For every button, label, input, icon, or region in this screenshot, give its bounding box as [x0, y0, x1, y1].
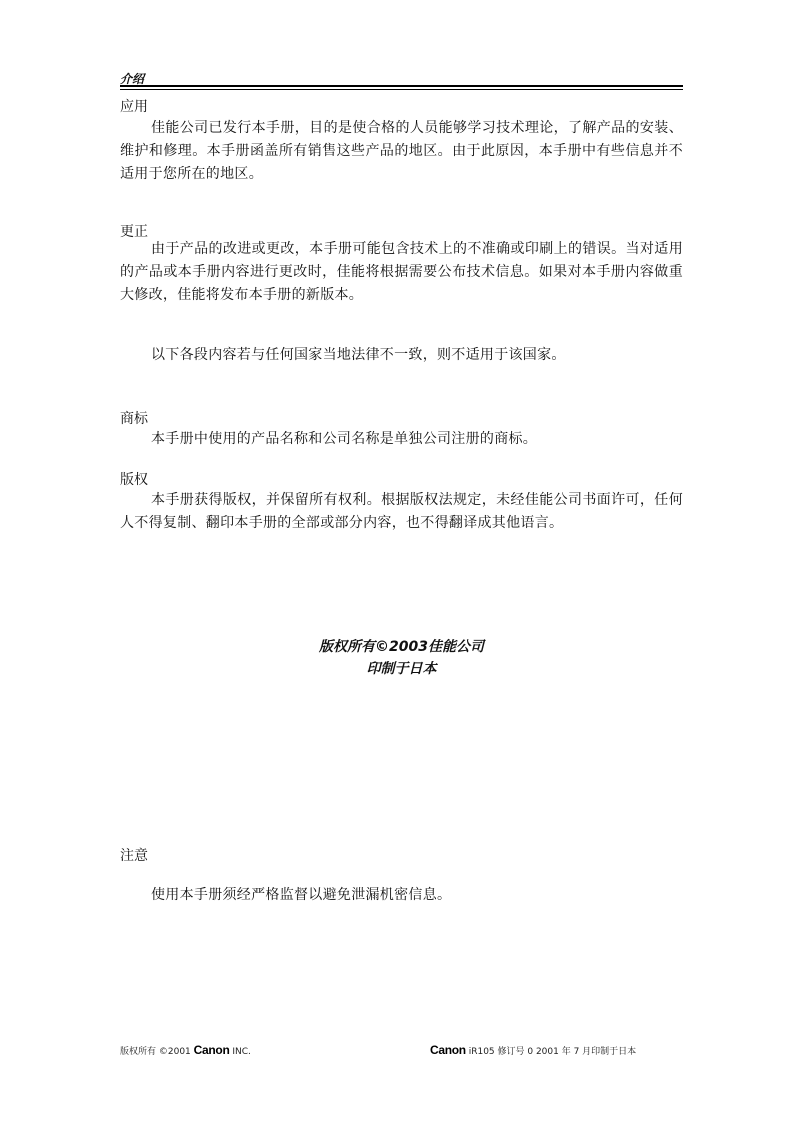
header-title: 介绍 [120, 72, 145, 86]
trademarks-heading: 商标 [120, 411, 148, 427]
copyright-notice: 版权所有©2003佳能公司 [319, 639, 484, 655]
copyright-paragraph: 本手册获得版权，并保留所有权利。根据版权法规定，未经佳能公司书面许可，任何人不得复制、翻印本手册的全部或部分内容，也不得翻译成其他语言。 [120, 492, 683, 531]
footer-right [430, 1043, 636, 1057]
canon-logo: Canon [193, 1043, 230, 1057]
application-paragraph: 佳能公司已发行本手册，目的是使合格的人员能够学习技术理论，了解产品的安装、维护和修理。本手册函盖所有销售这些产品的地区。由于此原因，本手册中有些信息并不适用于您所在的地区。 [120, 120, 683, 182]
footer-left-suffix: INC. [232, 1047, 251, 1057]
footer-left-prefix: 版权所有 ©2001 [120, 1047, 191, 1057]
footer-left [120, 1043, 251, 1057]
trademarks-paragraph: 本手册中使用的产品名称和公司名称是单独公司注册的商标。 [151, 431, 538, 447]
footer-right-text: iR105 修订号 0 2001 年 7 月印制于日本 [468, 1047, 637, 1057]
caution-heading: 注意 [120, 848, 148, 864]
law-paragraph: 以下各段内容若与任何国家当地法律不一致，则不适用于该国家。 [151, 347, 566, 363]
corrections-paragraph: 由于产品的改进或更改，本手册可能包含技术上的不准确或印刷上的错误。当对适用的产品或本手册内容进行更改时，佳能将根据需要公布技术信息。如果对本手册内容做重大修改，佳能将发布本手册的新版本。 [120, 241, 683, 303]
corrections-heading: 更正 [120, 224, 148, 240]
application-heading: 应用 [120, 99, 148, 115]
canon-logo-right: Canon [430, 1043, 466, 1057]
caution-paragraph: 使用本手册须经严格监督以避免泄漏机密信息。 [151, 887, 452, 903]
header-rule [120, 85, 683, 87]
printed-in-japan: 印制于日本 [366, 661, 437, 677]
header-rule-thin [120, 89, 683, 90]
copyright-heading: 版权 [120, 472, 148, 488]
